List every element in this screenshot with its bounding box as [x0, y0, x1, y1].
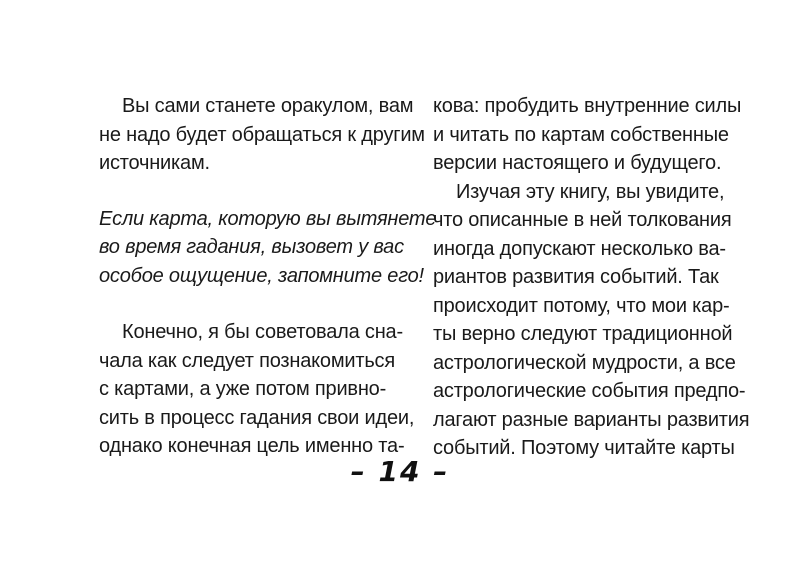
- text-line: Если карта, которую вы вытянете: [99, 207, 437, 230]
- paragraph-continuation: [433, 92, 742, 178]
- text-line: астрологические события предпо-: [433, 380, 746, 402]
- text-line: версии настоящего и будущего.: [433, 152, 722, 174]
- paragraph-oracle: [99, 92, 425, 178]
- paragraph-gap: [99, 178, 399, 205]
- paragraph-advice: [99, 318, 415, 461]
- text-line: ты верно следуют традиционной: [433, 323, 733, 345]
- text-line: иногда допускают несколько ва-: [433, 237, 726, 260]
- text-line: источникам.: [99, 152, 210, 174]
- text-line: Вы сами станете оракулом, вам: [122, 95, 414, 117]
- text-line: и читать по картам собственные: [433, 123, 729, 146]
- text-line: особое ощущение, запомните его!: [99, 264, 424, 287]
- left-column: [99, 92, 437, 461]
- text-line: Конечно, я бы советовала сна-: [122, 321, 403, 343]
- text-line: однако конечная цель именно та-: [99, 435, 405, 457]
- text-line: сить в процесс гадания свои идеи,: [99, 406, 415, 429]
- paragraph-interpretations: [433, 178, 750, 463]
- text-line: Изучая эту книгу, вы увидите,: [456, 180, 725, 203]
- text-line: с картами, а уже потом привно-: [99, 378, 387, 400]
- page-number: – 14 –: [350, 455, 450, 488]
- text-line: не надо будет обращаться к другим: [99, 123, 425, 146]
- paragraph-gap: [99, 290, 399, 318]
- text-line: событий. Поэтому читайте карты: [433, 437, 735, 459]
- text-line: астрологической мудрости, а все: [433, 351, 736, 374]
- text-line: чала как следует познакомиться: [99, 349, 395, 372]
- text-line: что описанные в ней толкования: [433, 209, 732, 231]
- right-column: [433, 92, 750, 463]
- text-line: лагают разные варианты развития: [433, 408, 750, 431]
- text-line: происходит потому, что мои кар-: [433, 294, 730, 317]
- text-line: кова: пробудить внутренние силы: [433, 95, 742, 117]
- text-line: во время гадания, вызовет у вас: [99, 236, 404, 258]
- text-line: риантов развития событий. Так: [433, 266, 719, 288]
- italic-quote: [99, 205, 437, 291]
